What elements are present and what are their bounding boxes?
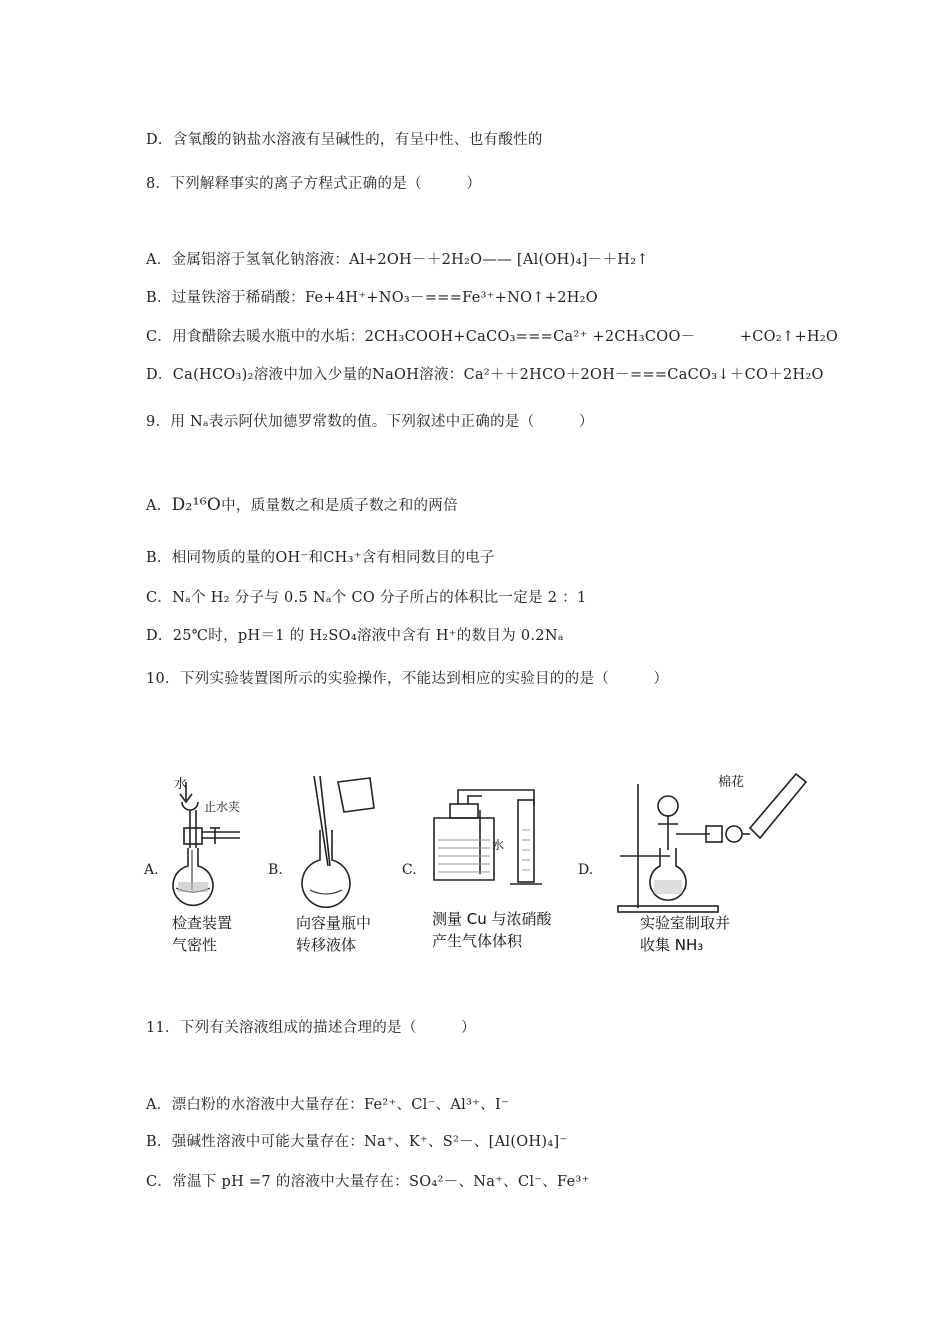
q8-option-c: C．用食醋除去暖水瓶中的水垢：2CH₃COOH+CaCO₃===Ca²⁺ +2CH₃COO－ +CO₂↑+H₂O	[146, 329, 839, 345]
q9-option-c: C．Nₐ个 H₂ 分子与 0.5 Nₐ个 CO 分子所占的体积比一定是 2 ：1	[146, 590, 587, 606]
fig-a-caption	[172, 912, 232, 956]
fig-b-caption-line1: 向容量瓶中	[296, 914, 372, 932]
q10-apparatus-figure	[140, 770, 820, 980]
q9-a-suffix: 中，质量数之和是质子数之和的两倍	[221, 498, 458, 514]
fig-d-caption	[640, 912, 730, 956]
q8-option-d: D．Ca(HCO₃)₂溶液中加入少量的NaOH溶液：Ca²＋＋2HCO＋2OH－===CaCO₃↓＋CO＋2H₂O	[146, 367, 824, 383]
fig-c-caption	[432, 908, 552, 952]
gas-volume-apparatus-diagram	[424, 770, 554, 900]
fig-d-caption-line1: 实验室制取并	[640, 914, 731, 932]
ammonia-preparation-apparatus-diagram	[610, 770, 810, 915]
q7-option-d: D．含氧酸的钠盐水溶液有呈碱性的，有呈中性、也有酸性的	[146, 132, 543, 148]
q9-a-prefix: A．	[146, 498, 172, 514]
fig-d-caption-line2: 收集 NH₃	[640, 936, 704, 954]
fig-c-letter: C.	[402, 862, 417, 878]
q8-option-a: A．金属铝溶于氢氧化钠溶液：Al+2OH－＋2H₂O—— [Al(OH)₄]－＋H₂↑	[146, 252, 649, 268]
fig-b-caption-line2: 转移液体	[296, 936, 357, 954]
q9-option-d: D．25℃时，pH＝1 的 H₂SO₄溶液中含有 H⁺的数目为 0.2Nₐ	[146, 628, 564, 644]
q10-stem: 10．下列实验装置图所示的实验操作，不能达到相应的实验目的的是（ ）	[146, 671, 669, 687]
q8-option-b: B．过量铁溶于稀硝酸：Fe+4H⁺+NO₃－===Fe³⁺+NO↑+2H₂O	[146, 290, 598, 306]
fig-b-caption	[296, 912, 371, 956]
q9-a-formula: D₂¹⁶O	[171, 495, 222, 515]
q11-option-c: C．常温下 pH =7 的溶液中大量存在：SO₄²－、Na⁺、Cl⁻、Fe³⁺	[146, 1174, 590, 1190]
q11-option-a: A．漂白粉的水溶液中大量存在：Fe²⁺、Cl⁻、Al³⁺、I⁻	[146, 1097, 509, 1113]
fig-d-letter: D.	[578, 862, 594, 878]
fig-d-cotton-label: 棉花	[718, 775, 745, 790]
q11-option-b: B．强碱性溶液中可能大量存在：Na⁺、K⁺、S²－、[Al(OH)₄]⁻	[146, 1134, 568, 1150]
q9-option-a	[146, 494, 458, 515]
fig-a-caption-line2: 气密性	[172, 936, 218, 954]
fig-c-caption-line2: 产生气体体积	[432, 932, 523, 950]
fig-c-caption-line1: 测量 Cu 与浓硝酸	[432, 910, 552, 928]
fig-a-clamp-label: 止水夹	[204, 800, 241, 814]
volumetric-flask-diagram	[290, 770, 400, 910]
fig-a-caption-line1: 检查装置	[172, 914, 233, 932]
q11-stem: 11．下列有关溶液组成的描述合理的是（ ）	[146, 1020, 476, 1036]
fig-a-letter: A.	[144, 862, 159, 878]
q9-option-b: B．相同物质的量的OH⁻和CH₃⁺含有相同数目的电子	[146, 550, 495, 566]
q8-stem: 8．下列解释事实的离子方程式正确的是（ ）	[146, 176, 482, 192]
fig-c-water-label: 水	[492, 838, 505, 852]
fig-a-water-label: 水	[174, 777, 188, 792]
fig-b-letter: B.	[268, 862, 283, 878]
q9-stem: 9．用 Nₐ表示阿伏加德罗常数的值。下列叙述中正确的是（ ）	[146, 414, 594, 430]
